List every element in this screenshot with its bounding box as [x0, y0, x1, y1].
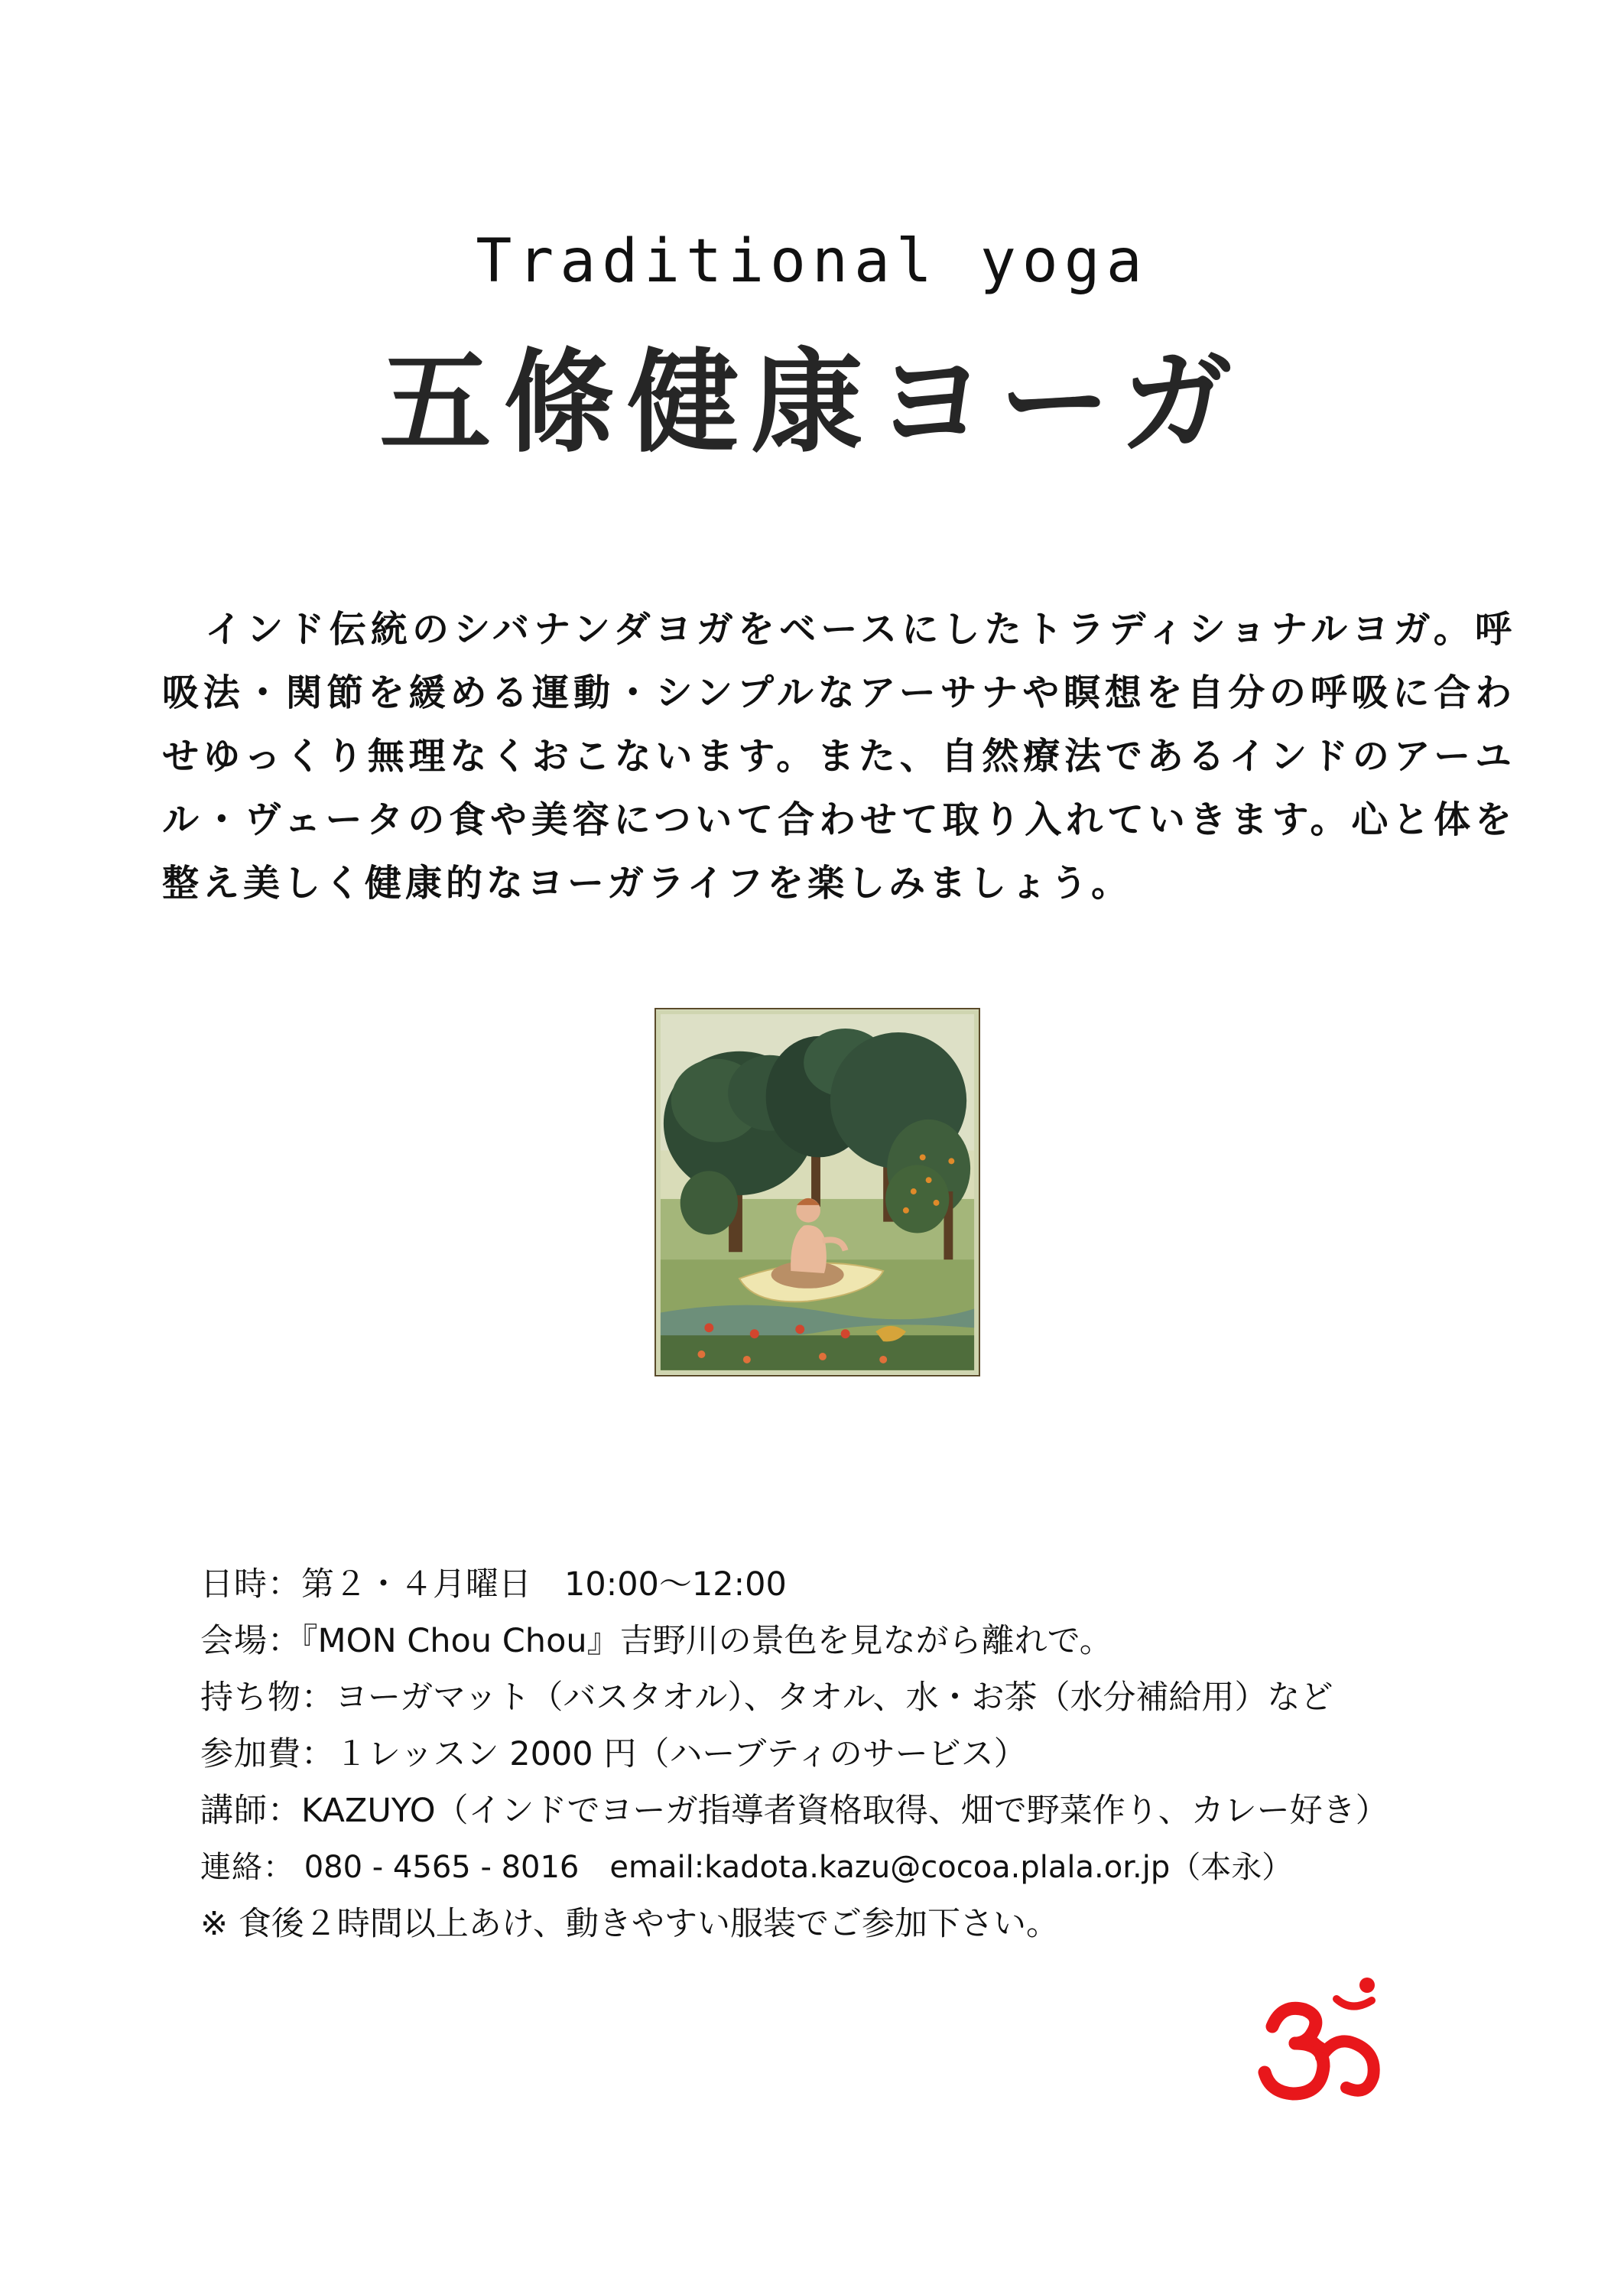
subtitle: Traditional yoga — [476, 227, 1148, 296]
yogi-painting-image — [654, 1008, 980, 1376]
items-label: 持ち物： — [200, 1679, 335, 1717]
event-details — [200, 1556, 1577, 1952]
fee-value: １レッスン 2000 円（ハーブティのサービス） — [335, 1735, 1027, 1773]
detail-venue — [200, 1613, 1577, 1669]
datetime-value: 第２・４月曜日 10:00〜12:00 — [301, 1565, 787, 1604]
teacher-label: 講師： — [200, 1792, 301, 1830]
contact-label: 連絡： — [200, 1850, 294, 1885]
detail-contact — [200, 1839, 1577, 1896]
detail-teacher — [200, 1783, 1577, 1839]
painting-graphic — [656, 1009, 979, 1375]
detail-datetime — [200, 1556, 1577, 1613]
om-graphic — [1251, 1973, 1396, 2111]
teacher-value: KAZUYO（インドでヨーガ指導者資格取得、畑で野菜作り、カレー好き） — [301, 1792, 1389, 1830]
fee-label: 参加費： — [200, 1735, 335, 1773]
venue-value: 『MON Chou Chou』吉野川の景色を見ながら離れで。 — [301, 1622, 1112, 1660]
page-title: 五條健康ヨーガ — [379, 338, 1245, 468]
detail-note: ※ 食後２時間以上あけ、動きやすい服装でご参加下さい。 — [200, 1905, 1059, 1943]
detail-items — [200, 1669, 1577, 1726]
contact-value: 080 - 4565 - 8016 email:kadota.kazu@cocoa.plala.or.jp（本永） — [294, 1850, 1293, 1885]
detail-fee — [200, 1726, 1577, 1783]
om-symbol-icon — [1251, 1973, 1396, 2111]
intro-paragraph: インド伝統のシバナンダヨガをベースにしたトラディショナルヨガ。呼吸法・関節を緩める運動・シンプルなアーサナや瞑想を自分の呼吸に合わせゆっくり無理なくおこないます。また、自然療法であるインドのアーユル・ヴェータの食や美容について合わせて取り入れていきます。心と体を整え美しく健康的なヨーガライフを楽しみましょう。 — [162, 608, 1515, 905]
items-value: ヨーガマット（バスタオル）、タオル、水・お茶（水分補給用）など — [335, 1679, 1333, 1717]
venue-label: 会場： — [200, 1622, 301, 1660]
datetime-label: 日時： — [200, 1565, 301, 1604]
